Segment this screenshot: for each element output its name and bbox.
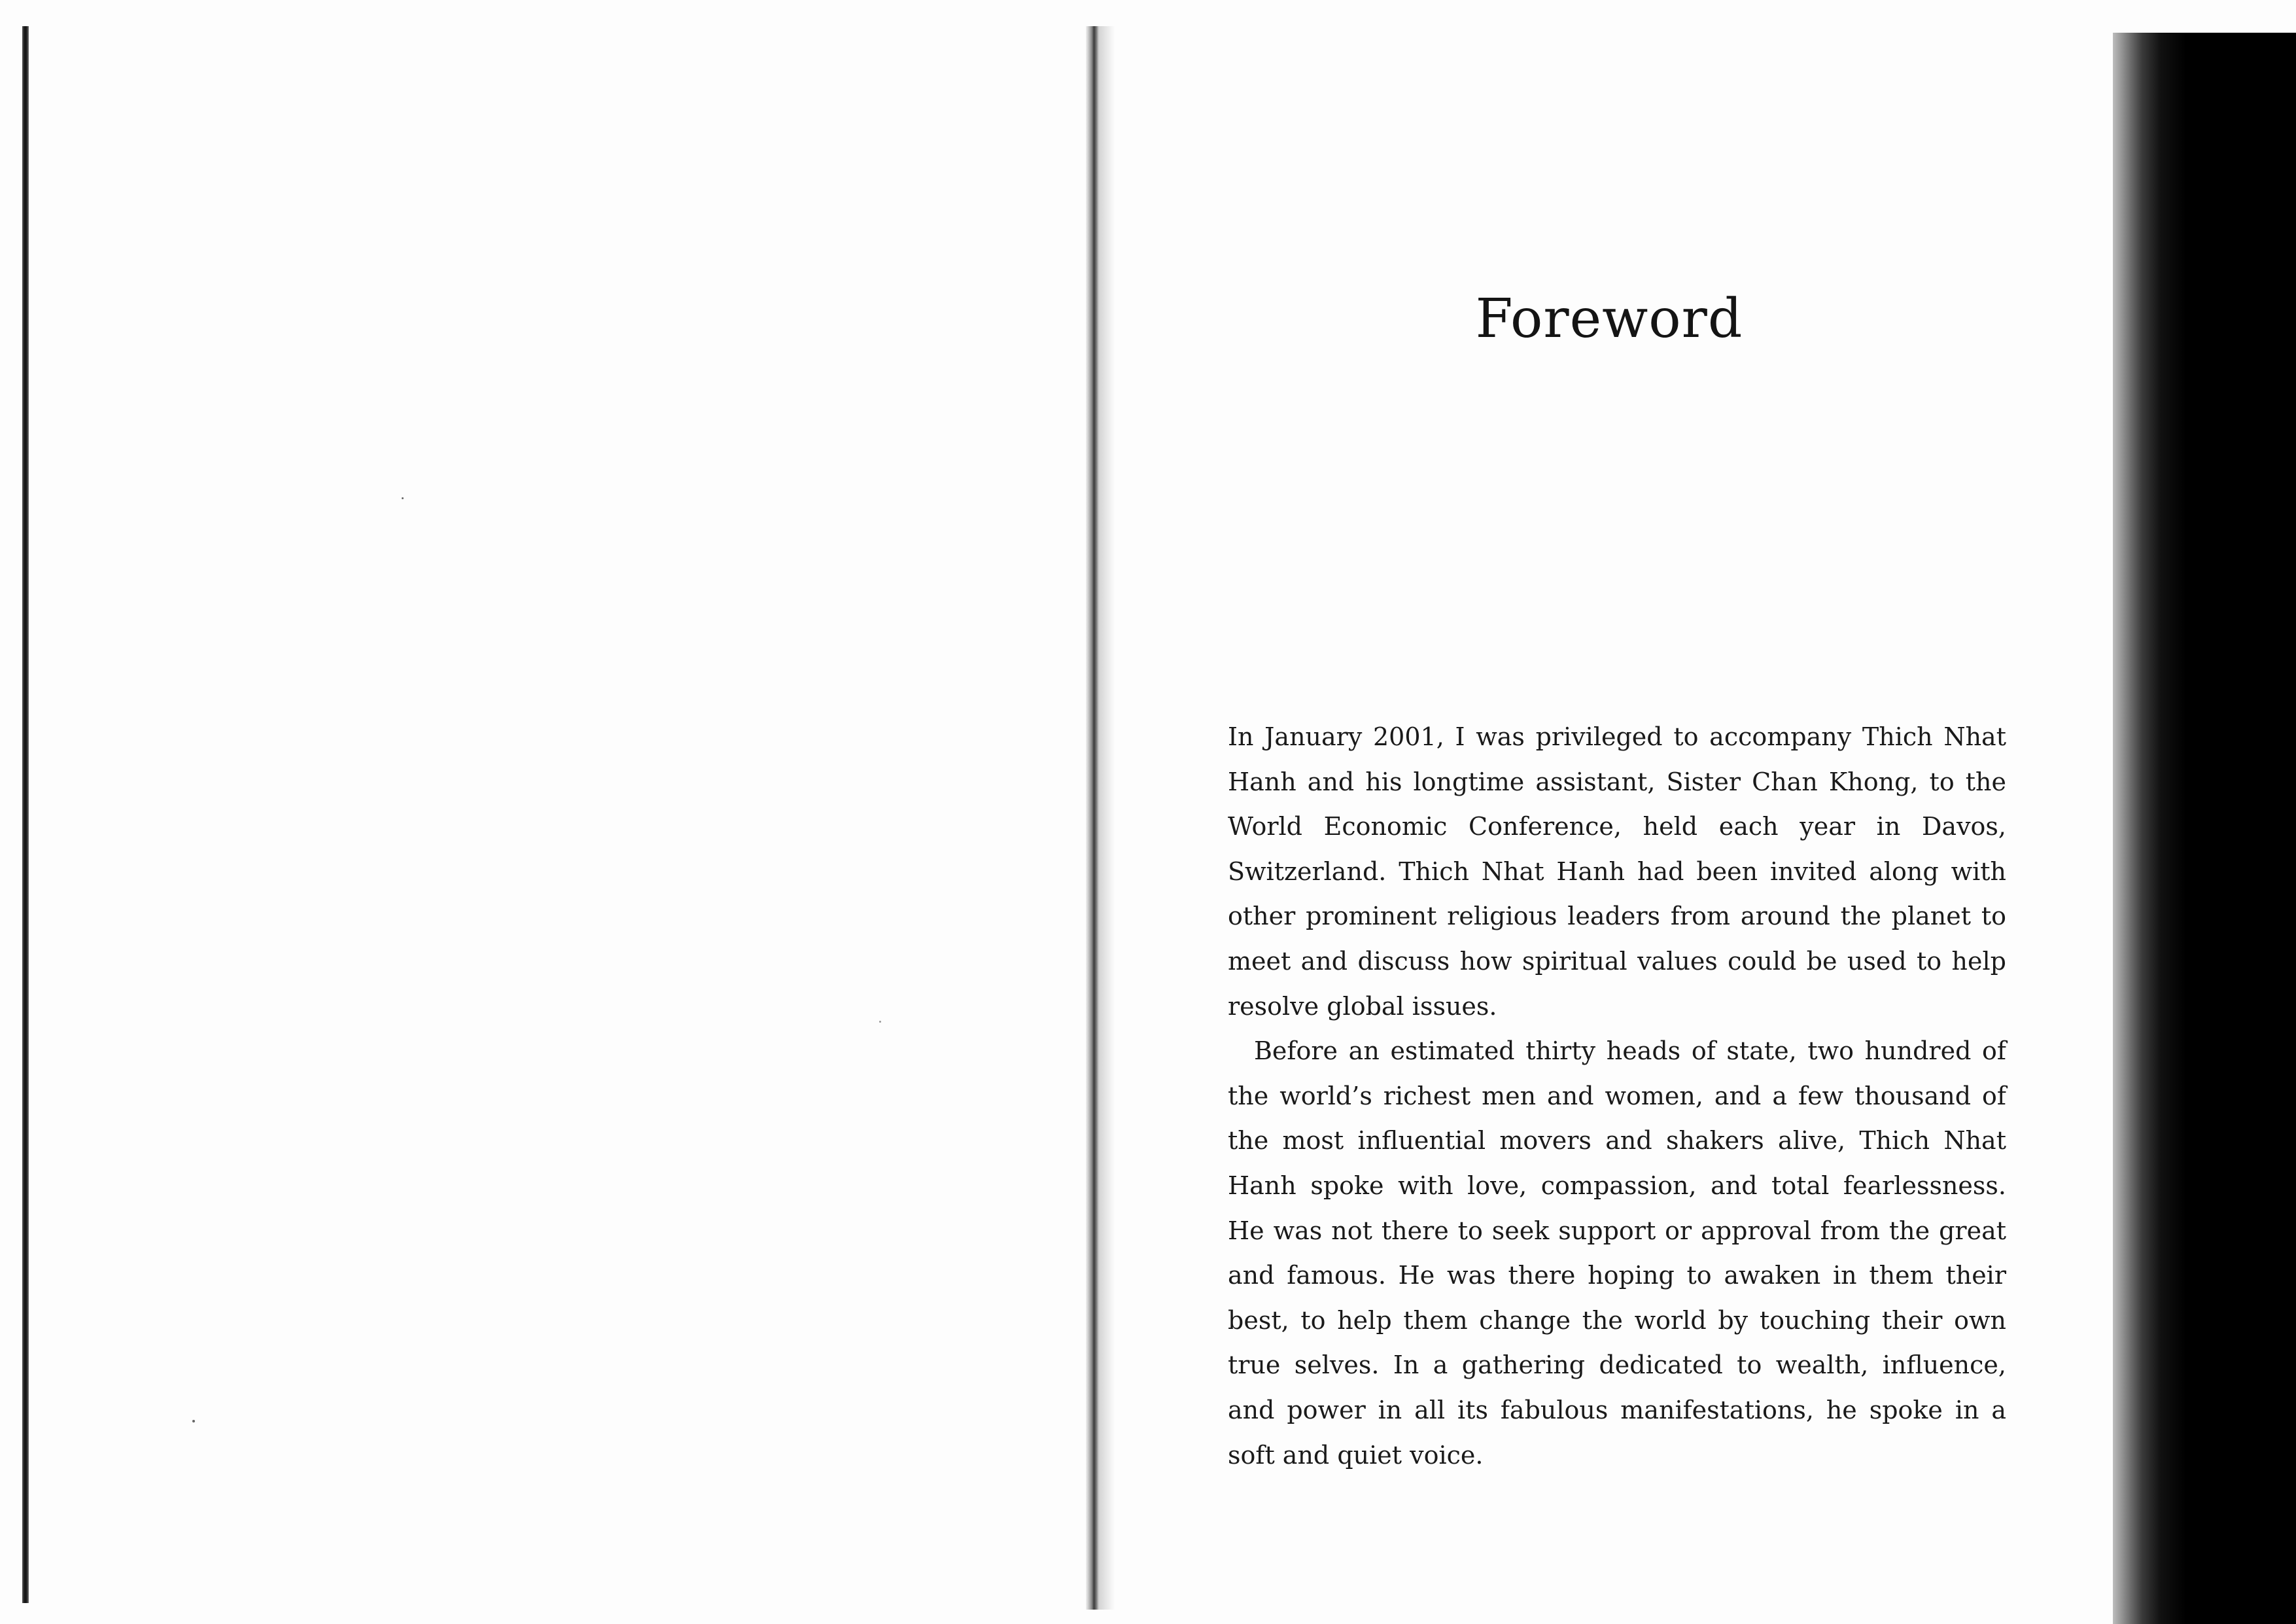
left-binding-edge: [22, 26, 29, 1603]
paragraph-1: In January 2001, I was privileged to accompany Thich Nhat Hanh and his longtime assistant, Sister Chan Khong, to the World Economic Conference, held each year in Davos, Switzerland. Thich Nhat Hanh had been invited along with other prominent religious leaders from around the planet to meet and discuss how spiritual values could be used to help resolve global issues.: [1228, 722, 2006, 1021]
book-gutter: [1086, 26, 1099, 1610]
scan-speck: [402, 497, 404, 499]
left-page-blank: [29, 0, 1088, 1624]
chapter-title: Foreword: [1475, 288, 1743, 350]
paragraph-2: Before an estimated thirty heads of state, two hundred of the world’s richest men and women, and a few thousand of the most influential movers and shakers alive, Thich Nhat Hanh spoke with love, compassion, and total fearlessness. He was not there to seek support or approval from the great and famous. He was there hoping to awaken in them their best, to help them change the world by touching their own true selves. In a gathering dedicated to wealth, influence, and power in all its fabulous manifestations, he spoke in a soft and quiet voice.: [1228, 1036, 2006, 1470]
right-scan-dark-edge: [2113, 33, 2296, 1624]
scan-speck: [879, 1021, 881, 1023]
right-edge-top-margin: [2113, 0, 2296, 33]
body-text: [1228, 715, 2006, 1477]
scan-speck: [192, 1420, 195, 1422]
right-page: [1105, 0, 2113, 1624]
